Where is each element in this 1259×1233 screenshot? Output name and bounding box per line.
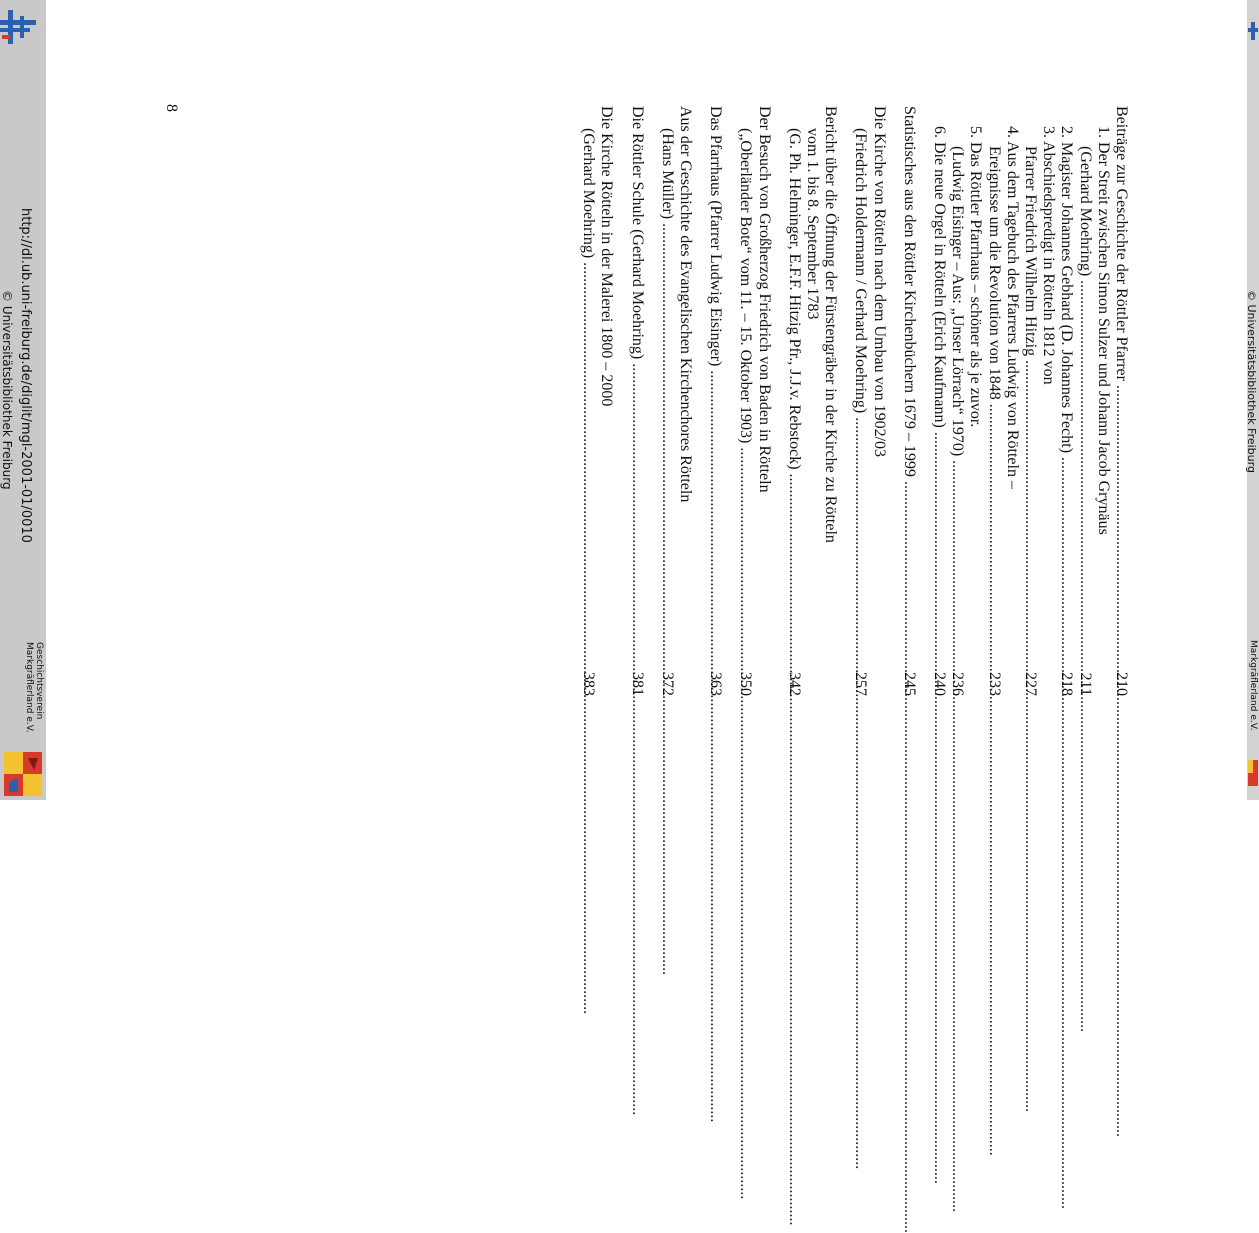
toc-entry-title: 1. Der Streit zwischen Simon Sulzer und Johann Jacob Grynäus [1094, 126, 1112, 535]
toc-entry-page: 210 [1113, 672, 1130, 696]
toc-entry-page: 236 [949, 672, 967, 696]
toc-entry [984, 106, 1020, 696]
toc-entry-title: 4. Aus dem Tagebuch des Pfarrers Ludwig von Rötteln – [1003, 126, 1021, 489]
toc-entry [900, 106, 918, 696]
toc-entry-page: 257 [852, 672, 870, 696]
document-url[interactable]: http://dl.ub.uni-freiburg.de/diglit/mgl-2001-01/0010 [18, 208, 33, 543]
ub-logo-icon [1248, 22, 1258, 45]
toc-entry-page: 240 [930, 672, 948, 696]
toc-entry-title: (G. Ph. Helminger, E.F.F. Hitzig Pfr., J.J.v. Rebstock) ..... [785, 128, 803, 670]
toc-gap [694, 106, 706, 696]
toc-entry-page: 350 [737, 672, 755, 696]
toc-entry-title: Die Kirche Rötteln in der Malerei 1800 – 2000 [598, 106, 616, 407]
toc-entry-page: 342 [785, 672, 803, 696]
toc-entry [948, 106, 984, 696]
toc-entry-title: (Friedrich Holdermann / Gerhard Moehring) ..... [851, 128, 869, 670]
toc-entry-page: 227 [1021, 672, 1039, 696]
toc-entry-title: („Oberländer Bote“ vom 11. – 15. Oktober 1903) ..... [736, 128, 754, 670]
toc-entry-page: 211 [1076, 672, 1094, 696]
table-of-contents [579, 106, 1130, 696]
toc-entry-title: 6. Die neue Orgel in Rötteln (Erich Kaufmann) ..... [930, 126, 948, 670]
toc-gap [918, 106, 930, 696]
toc-entry-title: Ereignisse um die Revolution von 1848 ..... [984, 146, 1002, 670]
toc-entry [785, 106, 840, 696]
right-society-text: Markgräflerland e.V. [1248, 640, 1258, 731]
toc-entry-title: Statistisches aus den Röttler Kirchenbüchern 1679 – 1999 ..... [900, 106, 918, 670]
toc-entry [658, 106, 694, 696]
toc-entry [851, 106, 887, 696]
toc-entry-page: 363 [707, 672, 725, 696]
toc-gap [646, 106, 658, 696]
right-sidebar [1247, 0, 1259, 800]
ub-logo-icon [0, 6, 40, 48]
left-sidebar [0, 0, 46, 800]
toc-entry-page: 218 [1058, 672, 1076, 696]
toc-entry [1021, 106, 1057, 696]
toc-gap [615, 106, 627, 696]
toc-entry-title: Beiträge zur Geschichte der Röttler Pfarrer ..... [1112, 106, 1130, 670]
toc-entry-page: 233 [985, 672, 1003, 696]
toc-entry-title: Bericht über die Öffnung der Fürstengräber in der Kirche zu Rötteln [822, 106, 840, 543]
toc-entry-title: Das Pfarrhaus (Pfarrer Ludwig Eisinger) ..... [706, 106, 724, 670]
toc-entry-page: 381 [628, 672, 646, 696]
toc-entry-title: vom 1. bis 8. September 1783 [803, 128, 821, 320]
page-number: 8 [163, 104, 180, 112]
toc-entry [930, 106, 948, 696]
copyright-text: © Universitätsbibliothek Freiburg [0, 290, 14, 490]
toc-gap [839, 106, 851, 696]
toc-entry-page: 245 [900, 672, 918, 696]
toc-entry [579, 106, 615, 696]
toc-gap [724, 106, 736, 696]
toc-entry-title: Der Besuch von Großherzog Friedrich von Baden in Rötteln [755, 106, 773, 493]
toc-entry-title: 5. Das Röttler Pfarrhaus – schöner als je zuvor. [967, 126, 985, 428]
toc-entry-title: (Ludwig Eisinger – Aus: „Unser Lörrach“ 1970) ..... [948, 146, 966, 670]
coat-of-arms-icon [1248, 760, 1258, 791]
toc-entry [1112, 106, 1130, 696]
toc-gap [888, 106, 900, 696]
toc-entry [627, 106, 645, 696]
toc-entry-page: 372 [658, 672, 676, 696]
toc-entry [736, 106, 772, 696]
toc-entry [706, 106, 724, 696]
toc-entry-title: Pfarrer Friedrich Wilhelm Hitzig ..... [1021, 146, 1039, 670]
society-name-line2: Markgräflerland e.V. [24, 642, 34, 733]
coat-of-arms-icon [4, 752, 42, 796]
right-copyright-text: © Universitätsbibliothek Freiburg [1245, 290, 1258, 473]
toc-entry-title: (Gerhard Moehring) ..... [579, 128, 597, 670]
toc-entry-title: 3. Abschiedspredigt in Rötteln 1812 von [1040, 126, 1058, 385]
toc-entry-title: (Gerhard Moehring) ..... [1075, 146, 1093, 670]
toc-entry-title: (Hans Müller) ..... [658, 128, 676, 670]
society-name-line1: Geschichtsverein [34, 642, 44, 720]
toc-entry-page: 383 [580, 672, 598, 696]
toc-entry [1075, 106, 1111, 696]
toc-entry-title: Aus der Geschichte des Evangelischen Kirchenchores Rötteln [676, 106, 694, 503]
toc-entry-title: Die Röttler Schule (Gerhard Moehring) ..... [627, 106, 645, 670]
toc-gap [773, 106, 785, 696]
toc-entry [1057, 106, 1075, 696]
toc-entry-title: 2. Magister Johannes Gebhard (D. Johannes Fecht) ..... [1057, 126, 1075, 670]
toc-entry-title: Die Kirche von Rötteln nach dem Umbau von 1902/03 [870, 106, 888, 458]
